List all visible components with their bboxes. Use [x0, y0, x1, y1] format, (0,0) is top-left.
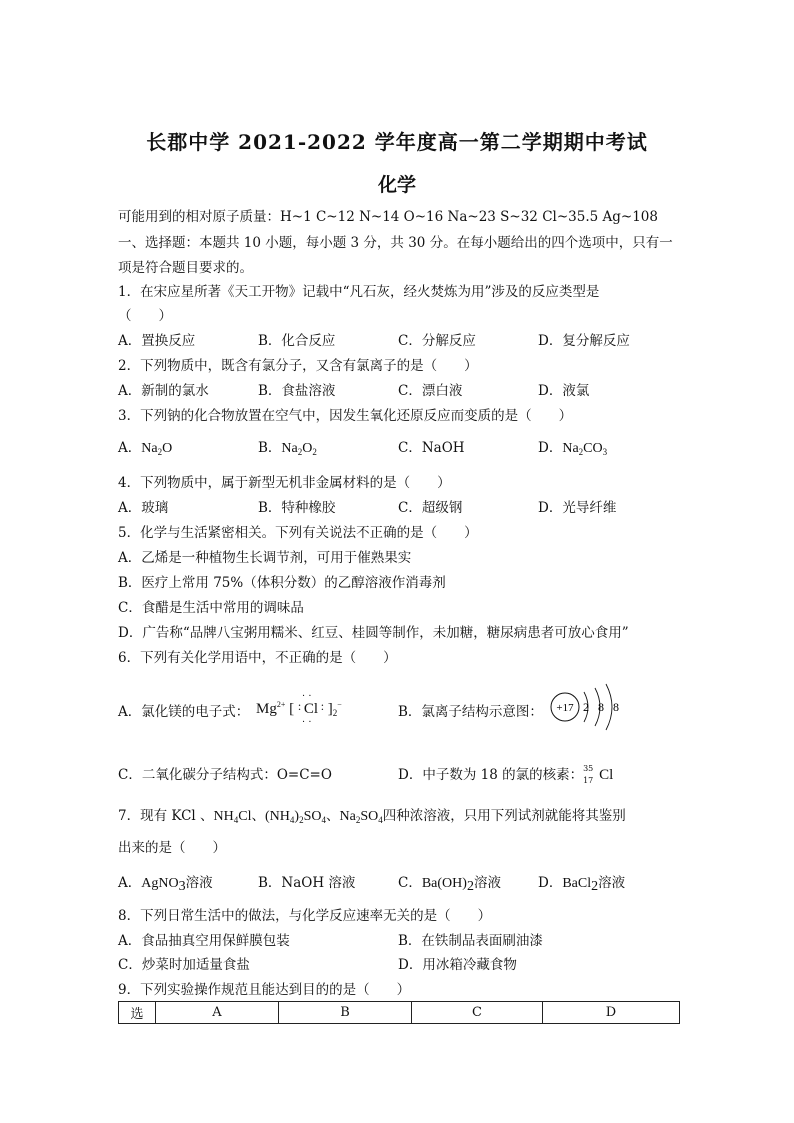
q3-stem: 3．下列钠的化合物放置在空气中，因发生氧化还原反应而变质的是（ ）	[118, 408, 573, 424]
q6-cl-symbol: Cl	[303, 701, 319, 717]
q7-nh42so4-b: SO	[303, 809, 322, 824]
q7-stem-start: 7．现有 KCl 、	[118, 808, 214, 824]
q6-cl-dot-group	[297, 691, 325, 728]
q7-option-d	[538, 871, 625, 895]
q7-c-text: 溶液	[473, 875, 501, 891]
q7-nh42so4-a: (NH	[265, 809, 290, 824]
q7-option-a	[118, 871, 213, 895]
q7-nh4cl-sub: 4	[233, 815, 239, 825]
q6-nuclide-symbol: Cl	[599, 767, 614, 783]
exam-subject: 化学	[377, 174, 416, 196]
q7-option-b: B．NaOH 溶液	[258, 875, 356, 891]
q8-option-c: C．炒菜时加适量食盐	[118, 957, 250, 973]
q6-option-c: C．二氧化碳分子结构式：O=C=O	[118, 767, 332, 783]
q6-bracket-open: [	[289, 701, 295, 717]
q5-option-c: C．食醋是生活中常用的调味品	[118, 600, 304, 616]
q3-d-s2: 3	[602, 447, 608, 457]
q7-c-sub: 2	[466, 879, 474, 894]
q7-sep-1: 、	[251, 808, 266, 824]
q7-nh4cl-b: Cl	[238, 809, 252, 824]
q3-b-label: B．	[258, 440, 282, 456]
q3-option-d	[538, 436, 607, 457]
q6-mgcl2-electron-formula	[256, 691, 342, 728]
q4-stem: 4．下列物质中，属于新型无机非金属材料的是（ ）	[118, 475, 451, 491]
table-header-cell: D	[543, 1002, 680, 1024]
q3-a-f2: O	[162, 441, 173, 456]
q3-a-f1: Na	[141, 441, 158, 456]
q7-d-label: D．	[538, 875, 563, 891]
q6-dots-right: :	[320, 699, 325, 713]
q6-option-d	[398, 763, 613, 784]
q6-dots-left: :	[297, 699, 302, 713]
q7-na2so4	[339, 809, 382, 824]
q7-a-formula: AgNO	[141, 876, 179, 891]
q1-option-a: A．置换反应	[118, 333, 196, 349]
q3-d-formula	[562, 441, 607, 456]
q6-mass-number: 35	[583, 763, 594, 773]
q3-b-f1: Na	[281, 441, 298, 456]
q4-option-d: D．光导纤维	[538, 500, 617, 516]
q5-option-a: A．乙烯是一种植物生长调节剂，可用于催熟果实	[118, 550, 412, 566]
q2-stem: 2．下列物质中，既含有氯分子，又含有氯离子的是（ ）	[118, 358, 478, 374]
q1-option-c: C．分解反应	[398, 333, 476, 349]
q6-stem: 6．下列有关化学用语中，不正确的是（ ）	[118, 650, 397, 666]
q7-d-sub: 2	[591, 879, 599, 894]
q8-option-a: A．食品抽真空用保鲜膜包装	[118, 933, 290, 949]
q7-a-sub: 3	[178, 879, 186, 894]
q9-options-table	[118, 1001, 680, 1024]
q4-option-a: A．玻璃	[118, 500, 169, 516]
q3-b-s2: 2	[312, 447, 317, 457]
q7-d-formula: BaCl	[562, 876, 592, 891]
q6-mg-symbol: Mg	[256, 701, 277, 717]
chloride-ion-structure-diagram	[548, 682, 628, 732]
q3-d-label: D．	[538, 440, 563, 456]
q4-option-b: B．特种橡胶	[258, 500, 336, 516]
q1-option-b: B．化合反应	[258, 333, 336, 349]
q1-stem: 1．在宋应星所著《天工开物》记载中“凡石灰，经火焚炼为用”涉及的反应类型是	[118, 284, 600, 300]
q6-d-text: D．中子数为 18 的氯的核素：	[398, 767, 584, 783]
q7-stem-end: 四种浓溶液，只用下列试剂就能将其鉴别	[382, 808, 626, 824]
q6-nuclide-numbers	[583, 763, 599, 785]
q6-cl-charge: −	[337, 700, 342, 709]
q3-b-f2: O	[302, 441, 313, 456]
q6-mg-charge: 2+	[276, 700, 286, 709]
q3-d-s1: 2	[578, 447, 584, 457]
q3-option-b	[258, 436, 317, 457]
q7-na2so4-s2: 4	[378, 815, 383, 825]
q7-nh42so4	[265, 809, 326, 824]
q2-option-a: A．新制的氯水	[118, 383, 209, 399]
q5-stem: 5．化学与生活紧密相关。下列有关说法不正确的是（ ）	[118, 525, 478, 541]
q6-option-b: B．氯离子结构示意图：	[398, 704, 543, 720]
q5-option-d: D．广告称“品牌八宝粥用糯米、红豆、桂圆等制作，未加糖，糖尿病患者可放心食用”	[118, 625, 629, 641]
q8-option-b: B．在铁制品表面刷油漆	[398, 933, 543, 949]
q3-b-formula	[281, 441, 316, 456]
q3-a-formula	[141, 441, 172, 456]
q6-atomic-number: 17	[583, 775, 594, 785]
q7-c-formula: Ba(OH)	[421, 876, 467, 891]
q3-d-f2: CO	[583, 441, 603, 456]
table-header-cell: A	[156, 1002, 279, 1024]
q7-nh4cl	[214, 809, 252, 824]
electron-counts: 2 8 8	[583, 700, 622, 714]
q3-a-label: A．	[118, 440, 142, 456]
q9-stem: 9．下列实验操作规范且能达到目的的是（ ）	[118, 982, 411, 998]
q7-na2so4-a: Na	[339, 809, 356, 824]
q6-cl-subscript: 2	[332, 708, 338, 718]
q3-a-s1: 2	[157, 447, 163, 457]
q7-option-c	[398, 871, 501, 895]
section-instructions-1: 一、选择题：本题共 10 小题，每小题 3 分，共 30 分。在每小题给出的四个选项中，只有一	[118, 235, 673, 251]
q3-option-a	[118, 436, 172, 457]
q7-a-text: 溶液	[185, 875, 213, 891]
section-instructions-2: 项是符合题目要求的。	[118, 260, 253, 276]
q2-option-c: C．漂白液	[398, 383, 463, 399]
q7-a-label: A．	[118, 875, 142, 891]
q7-na2so4-s1: 2	[355, 815, 361, 825]
q7-d-text: 溶液	[598, 875, 626, 891]
q2-option-d: D．液氯	[538, 383, 590, 399]
q7-c-label: C．	[398, 875, 422, 891]
q7-nh42so4-s1: 4	[289, 815, 295, 825]
atomic-mass-line: 可能用到的相对原子质量：H~1 C~12 N~14 O~16 Na~23 S~32 Cl~35.5 Ag~108	[118, 209, 658, 225]
nucleus-charge: +17	[556, 702, 574, 714]
table-header-cell: C	[412, 1002, 543, 1024]
table-header-cell: B	[279, 1002, 412, 1024]
q7-sep-2: 、	[325, 808, 340, 824]
exam-title: 长郡中学 2021-2022 学年度高一第二学期期中考试	[146, 130, 648, 154]
q3-d-f1: Na	[562, 441, 579, 456]
q1-option-d: D．复分解反应	[538, 333, 630, 349]
q2-option-b: B．食盐溶液	[258, 383, 336, 399]
q8-option-d: D．用冰箱冷藏食物	[398, 957, 517, 973]
q7-stem	[118, 804, 626, 825]
q7-nh42so4-paren: )	[294, 809, 300, 824]
table-header-cell: 选	[119, 1002, 156, 1024]
q3-b-s1: 2	[297, 447, 303, 457]
q6-option-a: A．氯化镁的电子式：	[118, 704, 250, 720]
q6-bracket-close: ]	[327, 701, 333, 717]
q8-stem: 8．下列日常生活中的做法，与化学反应速率无关的是（ ）	[118, 908, 492, 924]
table-header-row	[119, 1002, 680, 1024]
q7-nh42so4-s2: 2	[299, 815, 304, 825]
q3-option-c: C．NaOH	[398, 440, 465, 456]
q6-dots-bottom: ··	[301, 717, 315, 728]
q6-dots-top: ··	[301, 691, 315, 702]
q5-option-b: B．医疗上常用 75%（体积分数）的乙醇溶液作消毒剂	[118, 575, 446, 591]
q7-nh4cl-a: NH	[213, 809, 234, 824]
q7-na2so4-b: SO	[360, 809, 379, 824]
q7-nh42so4-s3: 4	[321, 815, 326, 825]
q7-stem-2: 出来的是（ ）	[118, 840, 226, 856]
q1-stem-bracket: （ ）	[118, 308, 172, 324]
q4-option-c: C．超级钢	[398, 500, 463, 516]
